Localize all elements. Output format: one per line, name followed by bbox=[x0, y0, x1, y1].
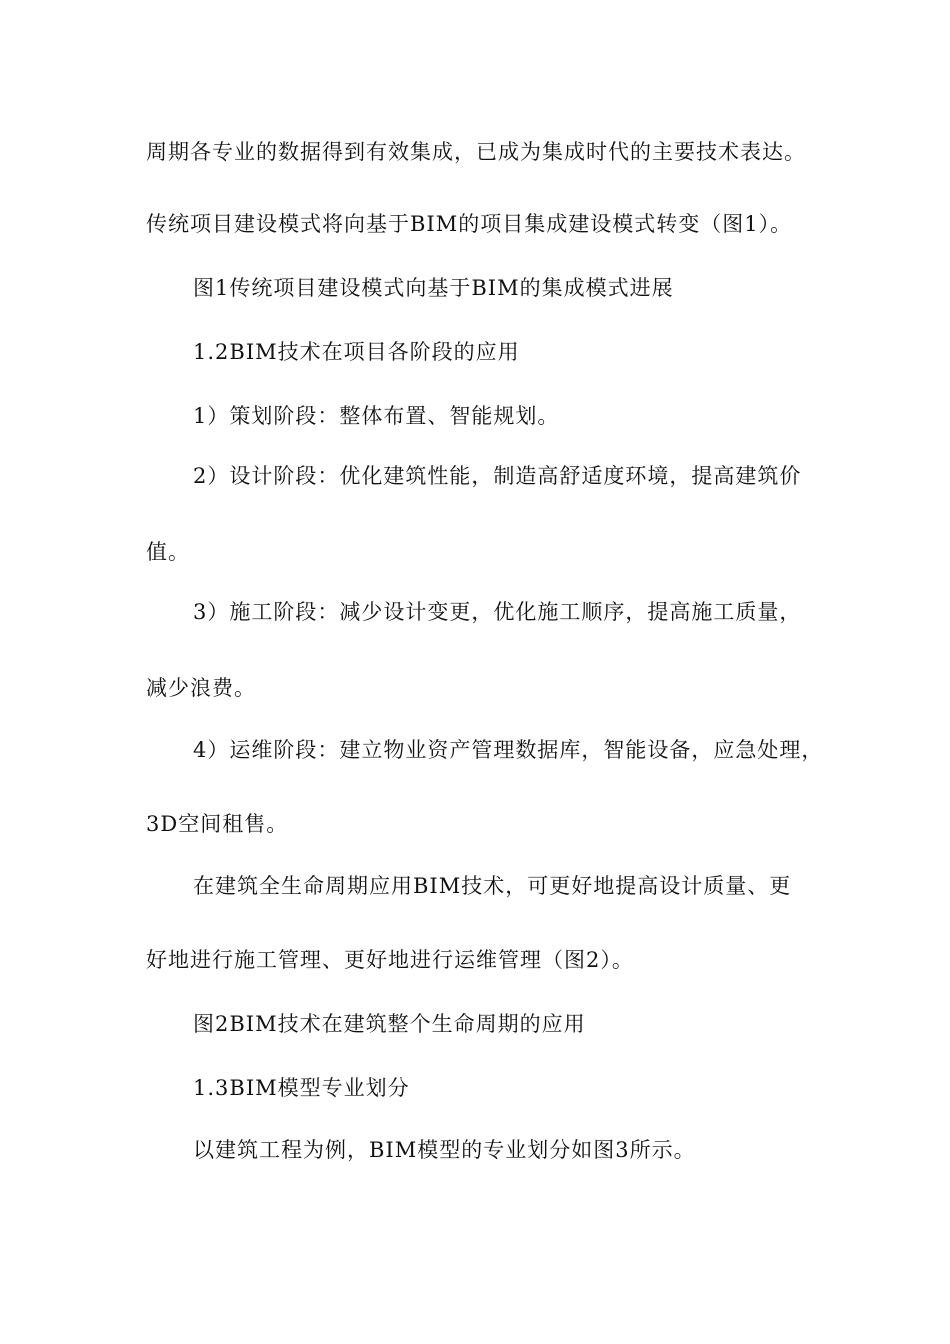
paragraph-continuation: 周期各专业的数据得到有效集成，已成为集成时代的主要技术表达。 bbox=[146, 140, 806, 164]
paragraph-text: 传统项目建设模式将向基于BIM的项目集成建设模式转变（图1）。 bbox=[146, 212, 793, 236]
figure-caption-2: 图2BIM技术在建筑整个生命周期的应用 bbox=[193, 1012, 586, 1036]
list-item-construction-cont: 减少浪费。 bbox=[146, 676, 256, 700]
list-item-construction: 3）施工阶段：减少设计变更，优化施工顺序，提高施工质量， bbox=[193, 600, 802, 624]
list-item-design: 2）设计阶段：优化建筑性能，制造高舒适度环境，提高建筑价 bbox=[193, 464, 802, 488]
list-item-operation: 4）运维阶段：建立物业资产管理数据库，智能设备，应急处理， bbox=[193, 738, 824, 762]
list-item-operation-cont: 3D空间租售。 bbox=[146, 812, 289, 836]
section-heading-1-3: 1.3BIM模型专业划分 bbox=[193, 1076, 410, 1100]
list-item-planning: 1）策划阶段：整体布置、智能规划。 bbox=[193, 404, 560, 428]
list-item-design-cont: 值。 bbox=[146, 540, 190, 564]
paragraph-lifecycle-cont: 好地进行施工管理、更好地进行运维管理（图2）。 bbox=[146, 948, 634, 972]
paragraph-lifecycle: 在建筑全生命周期应用BIM技术，可更好地提高设计质量、更 bbox=[193, 874, 792, 898]
section-heading-1-2: 1.2BIM技术在项目各阶段的应用 bbox=[193, 340, 520, 364]
figure-caption-1: 图1传统项目建设模式向基于BIM的集成模式进展 bbox=[193, 276, 674, 300]
paragraph-model-division: 以建筑工程为例，BIM模型的专业划分如图3所示。 bbox=[193, 1138, 696, 1162]
